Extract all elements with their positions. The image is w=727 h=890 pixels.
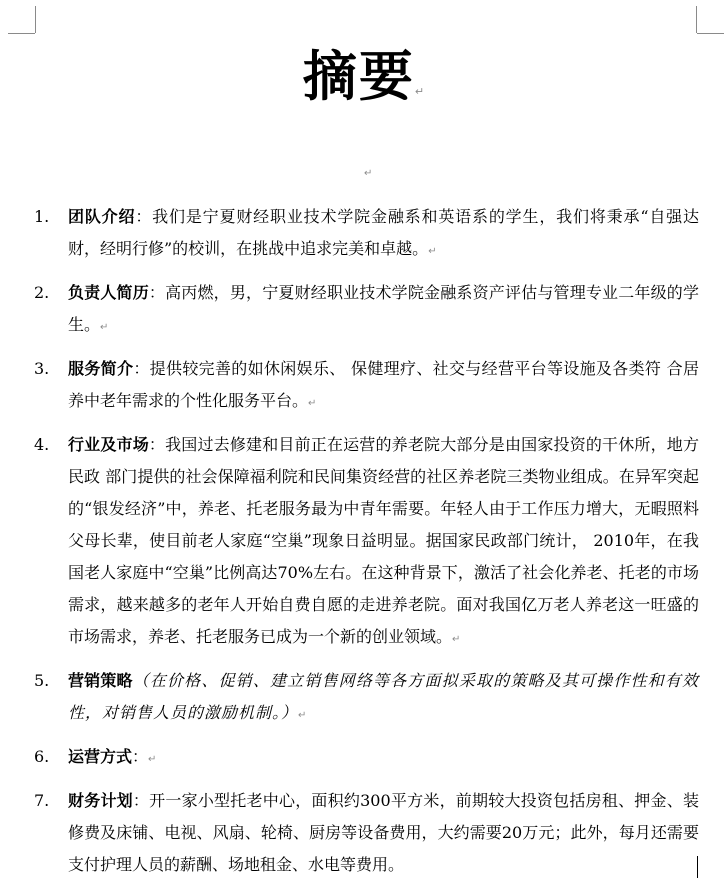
list-item-body xyxy=(68,201,699,268)
list-item[interactable] xyxy=(0,785,699,881)
empty-paragraph-mark-icon: ↵ xyxy=(364,168,373,179)
list-item-heading: 负责人简历 xyxy=(68,283,149,302)
crop-mark-top-left-horizontal xyxy=(8,33,35,34)
list-item[interactable] xyxy=(0,201,699,268)
list-number: 5. xyxy=(34,671,50,690)
list-number: 4. xyxy=(34,435,50,454)
page-title xyxy=(0,40,727,129)
list-item-text: ：开一家小型托老中心，面积约300平方米，前期较大投资包括房租、押金、装修费及床铺、电视、风扇、轮椅、厨房等设备费用，大约需要20万元；此外，每月还需要支付护理人员的薪酬、场地租金、水电等费用。 xyxy=(68,791,699,874)
list-item-body xyxy=(68,277,699,344)
summary-list xyxy=(0,201,727,890)
crop-mark-top-right-vertical xyxy=(696,6,697,33)
list-item[interactable] xyxy=(0,665,699,732)
list-item[interactable] xyxy=(0,429,699,656)
list-item-text: ：我们是宁夏财经职业技术学院金融系和英语系的学生，我们将秉承“自强达财，经明行修”的校训，在挑战中追求完美和卓越。 xyxy=(68,207,699,258)
list-item-text: ：我国过去修建和目前正在运营的养老院大部分是由国家投资的干休所，地方民政 部门提供的社会保障福利院和民间集资经营的社区养老院三类物业组成。在异军突起的“银发经济”中，养老、托老服务最为中青年需要。年轻人由于工作压力增大，无暇照料父母长辈，使目前老人家庭“空巢”现象日益明显。据国家民政部门统计， 2010年，在我国老人家庭中“空巢”比例高达70%左右。在这种背景下，激活了社会化养老、托老的市场需求，越来越多的老年人开始自费自愿的走进养老院。面对我国亿万老人养老这一旺盛的市场需求，养老、托老服务已成为一个新的创业领域。 xyxy=(68,435,699,646)
list-item-text: ：高丙燃，男，宁夏财经职业技术学院金融系资产评估与管理专业二年级的学生。 xyxy=(68,283,699,334)
list-number: 2. xyxy=(34,283,50,302)
list-number: 1. xyxy=(34,207,50,226)
text-cursor xyxy=(697,856,698,878)
list-number: 3. xyxy=(34,359,50,378)
paragraph-mark-icon: ↵ xyxy=(452,634,461,645)
list-item-body xyxy=(68,353,699,420)
paragraph-mark-icon: ↵ xyxy=(308,398,317,409)
list-number: 7. xyxy=(34,791,50,810)
list-item-text: ： xyxy=(132,747,149,766)
paragraph-mark-icon: ↵ xyxy=(100,322,109,333)
list-item-body xyxy=(68,741,699,776)
paragraph-mark-icon: ↵ xyxy=(428,246,437,257)
crop-mark-top-left-vertical xyxy=(35,6,36,33)
list-item-text: ：提供较完善的如休闲娱乐、 保健理疗、社交与经营平台等设施及各类符 合居养中老年需求的个性化服务平台。 xyxy=(68,359,699,410)
list-item-body xyxy=(68,785,699,881)
paragraph-mark-icon: ↵ xyxy=(414,85,425,98)
list-item-text: （在价格、促销、建立销售网络等各方面拟采取的策略及其可操作性和有效性，对销售人员的激励机制。） xyxy=(68,671,699,722)
list-item-body xyxy=(68,665,699,732)
list-item-heading: 财务计划 xyxy=(68,791,133,810)
paragraph-mark-icon: ↵ xyxy=(148,754,157,765)
list-item-heading: 运营方式 xyxy=(68,747,133,766)
list-item[interactable] xyxy=(0,741,699,776)
list-item-heading: 团队介绍 xyxy=(68,207,136,226)
crop-mark-top-right-horizontal xyxy=(697,33,724,34)
list-item-heading: 服务简介 xyxy=(68,359,134,378)
list-item-heading: 行业及市场 xyxy=(68,435,149,454)
list-item-heading: 营销策略 xyxy=(68,671,133,690)
list-item-body xyxy=(68,429,699,656)
list-item[interactable] xyxy=(0,277,699,344)
paragraph-mark-icon: ↵ xyxy=(298,710,307,721)
list-number: 6. xyxy=(34,747,50,766)
page-title-text: 摘要 xyxy=(302,45,415,108)
list-item[interactable] xyxy=(0,353,699,420)
